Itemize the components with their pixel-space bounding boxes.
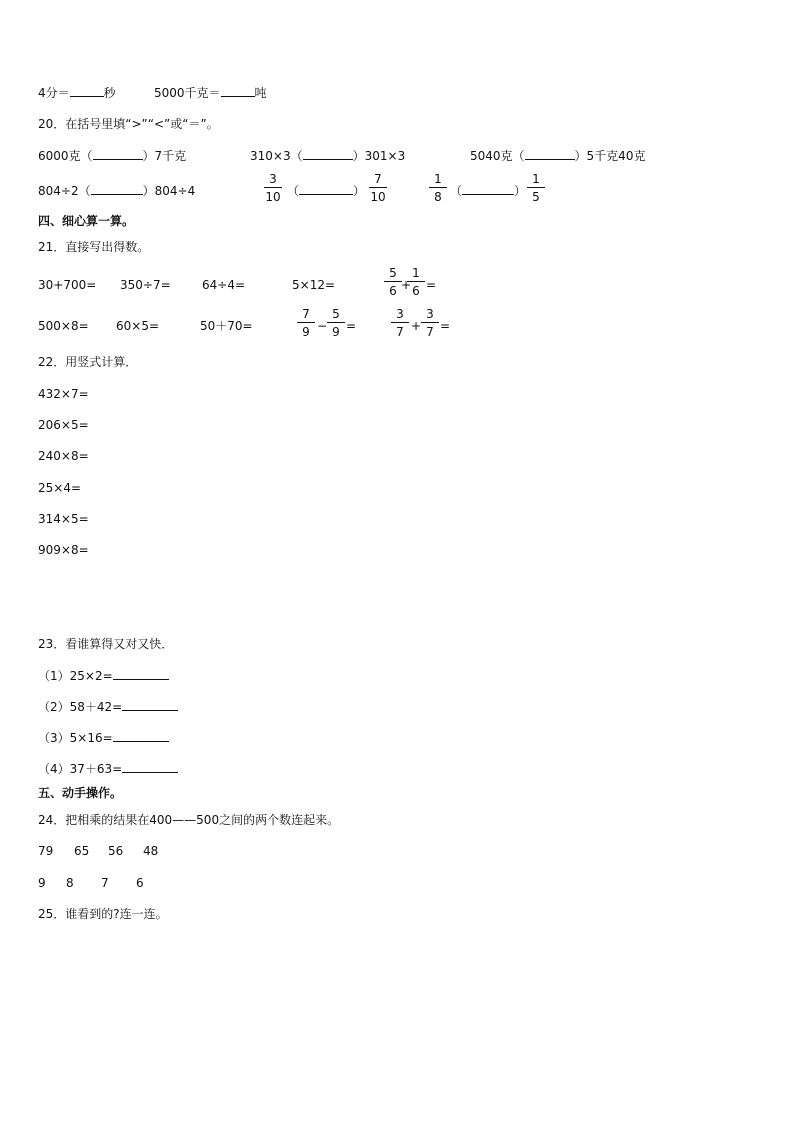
q21-frac-5-9-den: 9 bbox=[332, 325, 340, 339]
q20-frac-a bbox=[264, 172, 282, 204]
q21-row2-item1: 500×8= bbox=[38, 319, 89, 333]
q19-blank-2[interactable] bbox=[221, 84, 255, 97]
q23-blank-1[interactable] bbox=[113, 667, 169, 680]
q22-item-2: 206×5= bbox=[38, 418, 89, 432]
q22-item-1: 432×7= bbox=[38, 387, 89, 401]
q19-blank-1[interactable] bbox=[70, 84, 104, 97]
q19-part1-unit: 秒 bbox=[103, 86, 116, 100]
q21-row1-eq: = bbox=[426, 278, 437, 292]
q20-row2-item3-paren bbox=[450, 182, 526, 199]
q23-item-4 bbox=[38, 760, 178, 777]
q20-row2-item1-left: 804÷2（ bbox=[38, 184, 91, 198]
q20-title: 20．在括号里填“>”“<”或“＝”。 bbox=[38, 117, 219, 131]
q21-frac-5-6-den: 6 bbox=[389, 284, 397, 298]
section5-title: 五、动手操作。 bbox=[38, 786, 123, 800]
q22-item-3: 240×8= bbox=[38, 449, 89, 463]
q20-frac-b-num: 7 bbox=[369, 172, 387, 188]
q24-num-6[interactable]: 6 bbox=[136, 876, 144, 890]
q20-frac-a-num: 3 bbox=[264, 172, 282, 188]
q22-item-4: 25×4= bbox=[38, 481, 82, 495]
q20-frac-b-den: 10 bbox=[370, 190, 386, 204]
section4-title: 四、细心算一算。 bbox=[38, 214, 135, 228]
q20-frac-c-den: 8 bbox=[434, 190, 442, 204]
q20-blank-6[interactable] bbox=[462, 182, 514, 195]
q20-frac-d-den: 5 bbox=[532, 190, 540, 204]
q24-num-48[interactable]: 48 bbox=[143, 844, 159, 858]
q23-item-3 bbox=[38, 729, 169, 746]
q23-item-4-text: （4）37＋63= bbox=[38, 762, 123, 776]
q21-frac-7-9 bbox=[297, 307, 315, 339]
q24-num-8[interactable]: 8 bbox=[66, 876, 74, 890]
q20-row1-item3-left: 5040克（ bbox=[470, 149, 525, 163]
q21-row1-item1: 30+700= bbox=[38, 278, 97, 292]
q20-frac-d bbox=[527, 172, 545, 204]
q21-frac-3-7-a-den: 7 bbox=[396, 325, 404, 339]
q22-title: 22．用竖式计算． bbox=[38, 355, 138, 369]
q20-frac-d-num: 1 bbox=[527, 172, 545, 188]
q20-blank-4[interactable] bbox=[91, 182, 143, 195]
q21-row1-item4: 5×12= bbox=[292, 278, 336, 292]
q20-row2-item2-paren bbox=[287, 182, 365, 199]
q21-row2-item3: 50＋70= bbox=[200, 319, 253, 333]
q21-frac-1-6-den: 6 bbox=[412, 284, 420, 298]
q24-num-7[interactable]: 7 bbox=[101, 876, 109, 890]
q20-paren-close-2: ） bbox=[353, 184, 366, 198]
q21-frac-3-7-b-num: 3 bbox=[421, 307, 439, 323]
q21-row2-item2: 60×5= bbox=[116, 319, 160, 333]
q21-row1-item3: 64÷4= bbox=[202, 278, 246, 292]
q20-blank-5[interactable] bbox=[299, 182, 353, 195]
q23-title: 23．看谁算得又对又快． bbox=[38, 637, 174, 651]
q20-frac-c-num: 1 bbox=[429, 172, 447, 188]
q23-item-2-text: （2）58＋42= bbox=[38, 700, 123, 714]
q20-row1-item2-right: ）301×3 bbox=[352, 149, 406, 163]
q23-blank-4[interactable] bbox=[122, 760, 178, 773]
q19-line bbox=[38, 84, 116, 101]
q19-part2-unit: 吨 bbox=[254, 86, 267, 100]
q21-frac-7-9-num: 7 bbox=[297, 307, 315, 323]
q23-blank-2[interactable] bbox=[122, 698, 178, 711]
q20-row1-item3 bbox=[470, 147, 645, 164]
q21-frac-1-6-num: 1 bbox=[407, 266, 425, 282]
q20-row1-item2 bbox=[250, 147, 405, 164]
q19-line-2 bbox=[154, 84, 267, 101]
q21-frac-5-9-num: 5 bbox=[327, 307, 345, 323]
q23-item-3-text: （3）5×16= bbox=[38, 731, 113, 745]
q24-num-65[interactable]: 65 bbox=[74, 844, 90, 858]
q24-num-56[interactable]: 56 bbox=[108, 844, 124, 858]
q21-frac-5-6-num: 5 bbox=[384, 266, 402, 282]
q21-row2-op2: + bbox=[411, 319, 422, 333]
q21-frac-3-7-b bbox=[421, 307, 439, 339]
q20-row1-item2-left: 310×3（ bbox=[250, 149, 303, 163]
q21-row2-op1: − bbox=[317, 319, 328, 333]
q20-paren-open-3: （ bbox=[450, 184, 463, 198]
q20-paren-close-3: ） bbox=[514, 184, 527, 198]
q21-row2-eq2: = bbox=[440, 319, 451, 333]
q20-blank-1[interactable] bbox=[93, 147, 143, 160]
q19-part1-left: 4分＝ bbox=[38, 86, 70, 100]
q21-frac-7-9-den: 9 bbox=[302, 325, 310, 339]
q21-frac-5-6 bbox=[384, 266, 402, 298]
q20-blank-2[interactable] bbox=[303, 147, 353, 160]
q20-frac-a-den: 10 bbox=[265, 190, 281, 204]
q21-row2-eq1: = bbox=[346, 319, 357, 333]
q20-row1-item1-left: 6000克（ bbox=[38, 149, 93, 163]
q20-row1-item1 bbox=[38, 147, 186, 164]
q20-frac-b bbox=[369, 172, 387, 204]
q23-item-1-text: （1）25×2= bbox=[38, 669, 113, 683]
q24-title: 24．把相乘的结果在400——500之间的两个数连起来。 bbox=[38, 813, 340, 827]
q20-row1-item3-right: ）5千克40克 bbox=[574, 149, 646, 163]
q20-blank-3[interactable] bbox=[525, 147, 575, 160]
q22-item-6: 909×8= bbox=[38, 543, 89, 557]
q19-part2-left: 5000千克＝ bbox=[154, 86, 221, 100]
q21-row1-op: + bbox=[401, 278, 412, 292]
q23-item-1 bbox=[38, 667, 169, 684]
q20-row1-item1-right: ）7千克 bbox=[142, 149, 187, 163]
q22-item-5: 314×5= bbox=[38, 512, 89, 526]
q21-frac-1-6 bbox=[407, 266, 425, 298]
q21-frac-3-7-a bbox=[391, 307, 409, 339]
q20-row2-item1 bbox=[38, 182, 195, 199]
q21-title: 21．直接写出得数。 bbox=[38, 240, 150, 254]
q20-paren-open-2: （ bbox=[287, 184, 300, 198]
q20-row2-item1-right: ）804÷4 bbox=[142, 184, 196, 198]
q24-num-9[interactable]: 9 bbox=[38, 876, 46, 890]
q20-frac-c bbox=[429, 172, 447, 204]
q21-row1-item2: 350÷7= bbox=[120, 278, 171, 292]
q21-frac-3-7-a-num: 3 bbox=[391, 307, 409, 323]
q24-num-79[interactable]: 79 bbox=[38, 844, 54, 858]
q21-frac-3-7-b-den: 7 bbox=[426, 325, 434, 339]
q25-title: 25．谁看到的?连一连。 bbox=[38, 907, 168, 921]
q21-frac-5-9 bbox=[327, 307, 345, 339]
q23-item-2 bbox=[38, 698, 178, 715]
q23-blank-3[interactable] bbox=[113, 729, 169, 742]
